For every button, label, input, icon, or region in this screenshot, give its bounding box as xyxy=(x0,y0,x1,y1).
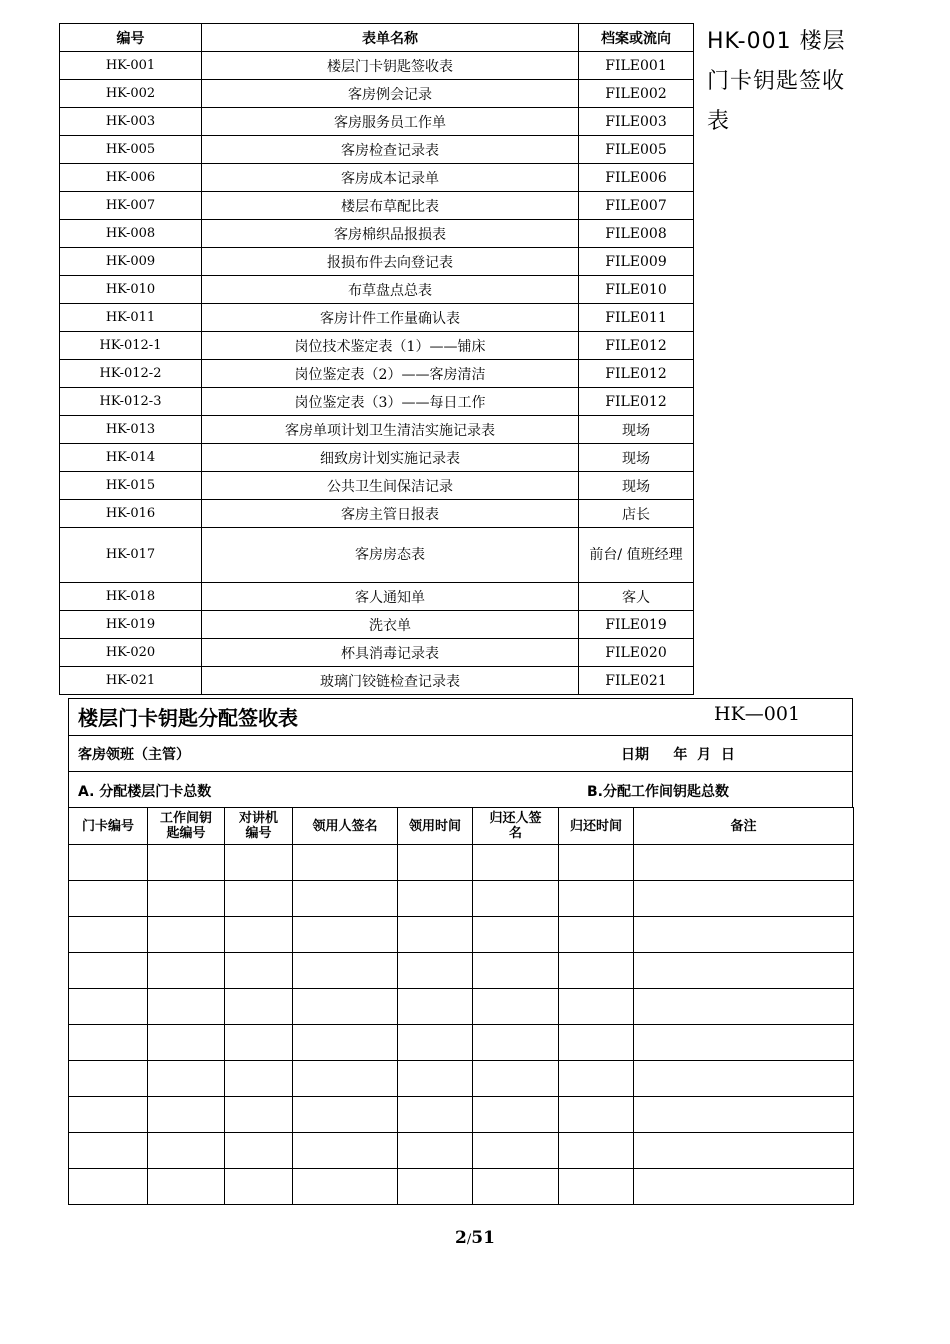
index-cell-name: 客房房态表 xyxy=(202,528,579,583)
grid-cell[interactable] xyxy=(559,1097,634,1133)
grid-cell[interactable] xyxy=(148,1025,225,1061)
grid-cell[interactable] xyxy=(559,881,634,917)
grid-cell[interactable] xyxy=(634,1097,854,1133)
grid-cell[interactable] xyxy=(634,1133,854,1169)
index-row xyxy=(60,528,694,583)
index-cell-dest: FILE001 xyxy=(579,52,694,80)
index-cell-name: 客房服务员工作单 xyxy=(202,108,579,136)
grid-cell[interactable] xyxy=(225,881,293,917)
index-cell-code: HK-001 xyxy=(60,52,202,80)
grid-cell[interactable] xyxy=(473,1169,559,1205)
index-header-row xyxy=(60,24,694,52)
col-card-number: 门卡编号 xyxy=(69,808,148,845)
header-code: 编号 xyxy=(60,24,202,52)
index-cell-name: 洗衣单 xyxy=(202,611,579,639)
grid-row xyxy=(69,845,854,881)
index-cell-dest: FILE011 xyxy=(579,304,694,332)
grid-cell[interactable] xyxy=(473,917,559,953)
side-caption: HK-001 楼层门卡钥匙签收表 xyxy=(707,29,846,134)
grid-header-row xyxy=(69,808,854,845)
grid-row xyxy=(69,1097,854,1133)
grid-cell[interactable] xyxy=(634,953,854,989)
grid-cell[interactable] xyxy=(634,1061,854,1097)
grid-cell[interactable] xyxy=(69,1169,148,1205)
grid-cell[interactable] xyxy=(473,1061,559,1097)
supervisor-label: 客房领班（主管） xyxy=(78,747,190,763)
index-cell-name: 布草盘点总表 xyxy=(202,276,579,304)
form-title: 楼层门卡钥匙分配签收表 xyxy=(78,706,298,730)
index-cell-name: 客房棉织品报损表 xyxy=(202,220,579,248)
grid-cell[interactable] xyxy=(69,917,148,953)
total-keys-label: B.分配工作间钥匙总数 xyxy=(587,784,729,800)
index-cell-name: 楼层布草配比表 xyxy=(202,192,579,220)
index-row xyxy=(60,472,694,500)
index-cell-code: HK-011 xyxy=(60,304,202,332)
grid-row xyxy=(69,953,854,989)
index-cell-code: HK-013 xyxy=(60,416,202,444)
index-cell-code: HK-019 xyxy=(60,611,202,639)
grid-cell[interactable] xyxy=(148,881,225,917)
index-cell-code: HK-017 xyxy=(60,528,202,583)
index-cell-code: HK-007 xyxy=(60,192,202,220)
grid-cell[interactable] xyxy=(69,1025,148,1061)
index-cell-code: HK-018 xyxy=(60,583,202,611)
index-row xyxy=(60,444,694,472)
grid-cell[interactable] xyxy=(398,1061,473,1097)
grid-cell[interactable] xyxy=(398,1097,473,1133)
index-cell-dest: FILE012 xyxy=(579,332,694,360)
grid-cell[interactable] xyxy=(559,1169,634,1205)
grid-cell[interactable] xyxy=(69,989,148,1025)
grid-cell[interactable] xyxy=(293,881,398,917)
col-radio-number: 对讲机编号 xyxy=(225,808,293,845)
index-row xyxy=(60,583,694,611)
col-receiver-signature: 领用人签名 xyxy=(293,808,398,845)
index-cell-code: HK-012-3 xyxy=(60,388,202,416)
col-receive-time: 领用时间 xyxy=(398,808,473,845)
grid-cell[interactable] xyxy=(398,917,473,953)
grid-cell[interactable] xyxy=(559,1025,634,1061)
index-row xyxy=(60,360,694,388)
col-returner-signature: 归还人签名 xyxy=(473,808,559,845)
index-cell-dest: FILE010 xyxy=(579,276,694,304)
total-cards-label: A. 分配楼层门卡总数 xyxy=(78,784,212,800)
grid-cell[interactable] xyxy=(69,881,148,917)
grid-cell[interactable] xyxy=(634,989,854,1025)
index-cell-dest: FILE012 xyxy=(579,388,694,416)
index-cell-code: HK-016 xyxy=(60,500,202,528)
index-row xyxy=(60,52,694,80)
grid-cell[interactable] xyxy=(148,1061,225,1097)
grid-cell[interactable] xyxy=(559,845,634,881)
index-cell-code: HK-010 xyxy=(60,276,202,304)
col-remarks: 备注 xyxy=(634,808,854,845)
index-cell-dest: 客人 xyxy=(579,583,694,611)
grid-cell[interactable] xyxy=(293,845,398,881)
grid-row xyxy=(69,1061,854,1097)
grid-cell[interactable] xyxy=(148,953,225,989)
grid-row xyxy=(69,989,854,1025)
index-cell-name: 杯具消毒记录表 xyxy=(202,639,579,667)
grid-cell[interactable] xyxy=(473,953,559,989)
index-cell-code: HK-020 xyxy=(60,639,202,667)
grid-cell[interactable] xyxy=(69,1061,148,1097)
grid-cell[interactable] xyxy=(634,1025,854,1061)
index-cell-code: HK-009 xyxy=(60,248,202,276)
index-cell-dest: FILE006 xyxy=(579,164,694,192)
grid-cell[interactable] xyxy=(559,917,634,953)
index-cell-name: 客房主管日报表 xyxy=(202,500,579,528)
grid-cell[interactable] xyxy=(225,989,293,1025)
index-cell-name: 楼层门卡钥匙签收表 xyxy=(202,52,579,80)
grid-row xyxy=(69,917,854,953)
index-row xyxy=(60,639,694,667)
index-cell-code: HK-012-2 xyxy=(60,360,202,388)
page-separator: / xyxy=(466,1232,472,1247)
grid-cell[interactable] xyxy=(398,1025,473,1061)
grid-cell[interactable] xyxy=(225,1061,293,1097)
grid-cell[interactable] xyxy=(148,1133,225,1169)
grid-cell[interactable] xyxy=(293,989,398,1025)
grid-cell[interactable] xyxy=(225,953,293,989)
grid-cell[interactable] xyxy=(148,1169,225,1205)
index-cell-dest: 现场 xyxy=(579,444,694,472)
grid-cell[interactable] xyxy=(398,989,473,1025)
form-meta-row xyxy=(68,736,853,772)
key-signoff-form xyxy=(68,698,853,1206)
grid-cell[interactable] xyxy=(225,1025,293,1061)
index-cell-dest: 店长 xyxy=(579,500,694,528)
index-cell-name: 客房成本记录单 xyxy=(202,164,579,192)
index-cell-name: 细致房计划实施记录表 xyxy=(202,444,579,472)
grid-cell[interactable] xyxy=(148,917,225,953)
grid-cell[interactable] xyxy=(398,845,473,881)
grid-cell[interactable] xyxy=(69,1133,148,1169)
grid-cell[interactable] xyxy=(398,1169,473,1205)
index-row xyxy=(60,164,694,192)
index-row xyxy=(60,611,694,639)
grid-cell[interactable] xyxy=(634,881,854,917)
index-cell-dest: 前台/ 值班经理 xyxy=(579,528,694,583)
grid-cell[interactable] xyxy=(225,1169,293,1205)
index-cell-dest: FILE007 xyxy=(579,192,694,220)
index-cell-name: 客房例会记录 xyxy=(202,80,579,108)
grid-cell[interactable] xyxy=(293,1169,398,1205)
index-row xyxy=(60,220,694,248)
index-row xyxy=(60,500,694,528)
grid-cell[interactable] xyxy=(225,1133,293,1169)
grid-cell[interactable] xyxy=(148,1097,225,1133)
form-index-table xyxy=(59,23,694,695)
index-cell-name: 岗位鉴定表（3）——每日工作 xyxy=(202,388,579,416)
page-number xyxy=(0,1228,950,1248)
grid-cell[interactable] xyxy=(473,845,559,881)
index-row xyxy=(60,276,694,304)
grid-cell[interactable] xyxy=(473,989,559,1025)
grid-cell[interactable] xyxy=(293,1025,398,1061)
index-cell-name: 客房单项计划卫生清洁实施记录表 xyxy=(202,416,579,444)
grid-cell[interactable] xyxy=(634,845,854,881)
index-cell-dest: FILE020 xyxy=(579,639,694,667)
header-destination: 档案或流向 xyxy=(579,24,694,52)
grid-cell[interactable] xyxy=(225,1097,293,1133)
index-cell-dest: FILE005 xyxy=(579,136,694,164)
grid-cell[interactable] xyxy=(293,1061,398,1097)
grid-cell[interactable] xyxy=(398,1133,473,1169)
index-cell-code: HK-014 xyxy=(60,444,202,472)
index-cell-code: HK-012-1 xyxy=(60,332,202,360)
grid-row xyxy=(69,881,854,917)
grid-cell[interactable] xyxy=(398,881,473,917)
index-cell-code: HK-015 xyxy=(60,472,202,500)
index-row xyxy=(60,667,694,695)
index-row xyxy=(60,332,694,360)
date-label: 日期 年 月 日 xyxy=(621,747,735,763)
index-cell-name: 岗位技术鉴定表（1）——铺床 xyxy=(202,332,579,360)
index-row xyxy=(60,388,694,416)
grid-cell[interactable] xyxy=(473,1025,559,1061)
grid-cell[interactable] xyxy=(559,989,634,1025)
index-cell-dest: FILE008 xyxy=(579,220,694,248)
page-total: 51 xyxy=(471,1228,495,1248)
grid-row xyxy=(69,1169,854,1205)
grid-cell[interactable] xyxy=(69,1097,148,1133)
index-cell-name: 客房计件工作量确认表 xyxy=(202,304,579,332)
index-row xyxy=(60,108,694,136)
index-row xyxy=(60,192,694,220)
index-cell-name: 岗位鉴定表（2）——客房清洁 xyxy=(202,360,579,388)
index-cell-code: HK-002 xyxy=(60,80,202,108)
signoff-grid xyxy=(68,807,854,1205)
index-cell-dest: 现场 xyxy=(579,416,694,444)
grid-cell[interactable] xyxy=(293,953,398,989)
index-row xyxy=(60,136,694,164)
grid-cell[interactable] xyxy=(559,1133,634,1169)
col-return-time: 归还时间 xyxy=(559,808,634,845)
index-cell-code: HK-021 xyxy=(60,667,202,695)
page-current: 2 xyxy=(455,1228,467,1248)
grid-cell[interactable] xyxy=(69,953,148,989)
grid-body xyxy=(69,845,854,1205)
index-cell-name: 公共卫生间保洁记录 xyxy=(202,472,579,500)
grid-cell[interactable] xyxy=(634,1169,854,1205)
index-cell-code: HK-008 xyxy=(60,220,202,248)
grid-cell[interactable] xyxy=(634,917,854,953)
header-form-name: 表单名称 xyxy=(202,24,579,52)
grid-cell[interactable] xyxy=(225,845,293,881)
col-key-number: 工作间钥匙编号 xyxy=(148,808,225,845)
index-row xyxy=(60,80,694,108)
index-cell-code: HK-006 xyxy=(60,164,202,192)
index-cell-dest: FILE002 xyxy=(579,80,694,108)
form-title-row xyxy=(68,698,853,736)
grid-row xyxy=(69,1133,854,1169)
index-row xyxy=(60,416,694,444)
index-cell-name: 客人通知单 xyxy=(202,583,579,611)
index-cell-dest: FILE019 xyxy=(579,611,694,639)
grid-cell[interactable] xyxy=(559,1061,634,1097)
index-cell-code: HK-003 xyxy=(60,108,202,136)
grid-cell[interactable] xyxy=(148,989,225,1025)
grid-cell[interactable] xyxy=(225,917,293,953)
grid-cell[interactable] xyxy=(473,1133,559,1169)
index-cell-dest: 现场 xyxy=(579,472,694,500)
index-row xyxy=(60,248,694,276)
grid-cell[interactable] xyxy=(69,845,148,881)
index-cell-dest: FILE021 xyxy=(579,667,694,695)
grid-cell[interactable] xyxy=(559,953,634,989)
grid-cell[interactable] xyxy=(293,1133,398,1169)
index-cell-name: 客房检查记录表 xyxy=(202,136,579,164)
grid-cell[interactable] xyxy=(473,881,559,917)
index-cell-code: HK-005 xyxy=(60,136,202,164)
index-cell-dest: FILE009 xyxy=(579,248,694,276)
index-cell-name: 玻璃门铰链检查记录表 xyxy=(202,667,579,695)
grid-cell[interactable] xyxy=(293,1097,398,1133)
form-totals-row xyxy=(68,772,853,808)
index-row xyxy=(60,304,694,332)
grid-cell[interactable] xyxy=(293,917,398,953)
index-cell-dest: FILE003 xyxy=(579,108,694,136)
form-code: HK—001 xyxy=(714,703,801,725)
index-body xyxy=(60,52,694,695)
index-cell-dest: FILE012 xyxy=(579,360,694,388)
grid-cell[interactable] xyxy=(398,953,473,989)
grid-cell[interactable] xyxy=(148,845,225,881)
index-cell-name: 报损布件去向登记表 xyxy=(202,248,579,276)
grid-row xyxy=(69,1025,854,1061)
grid-cell[interactable] xyxy=(473,1097,559,1133)
